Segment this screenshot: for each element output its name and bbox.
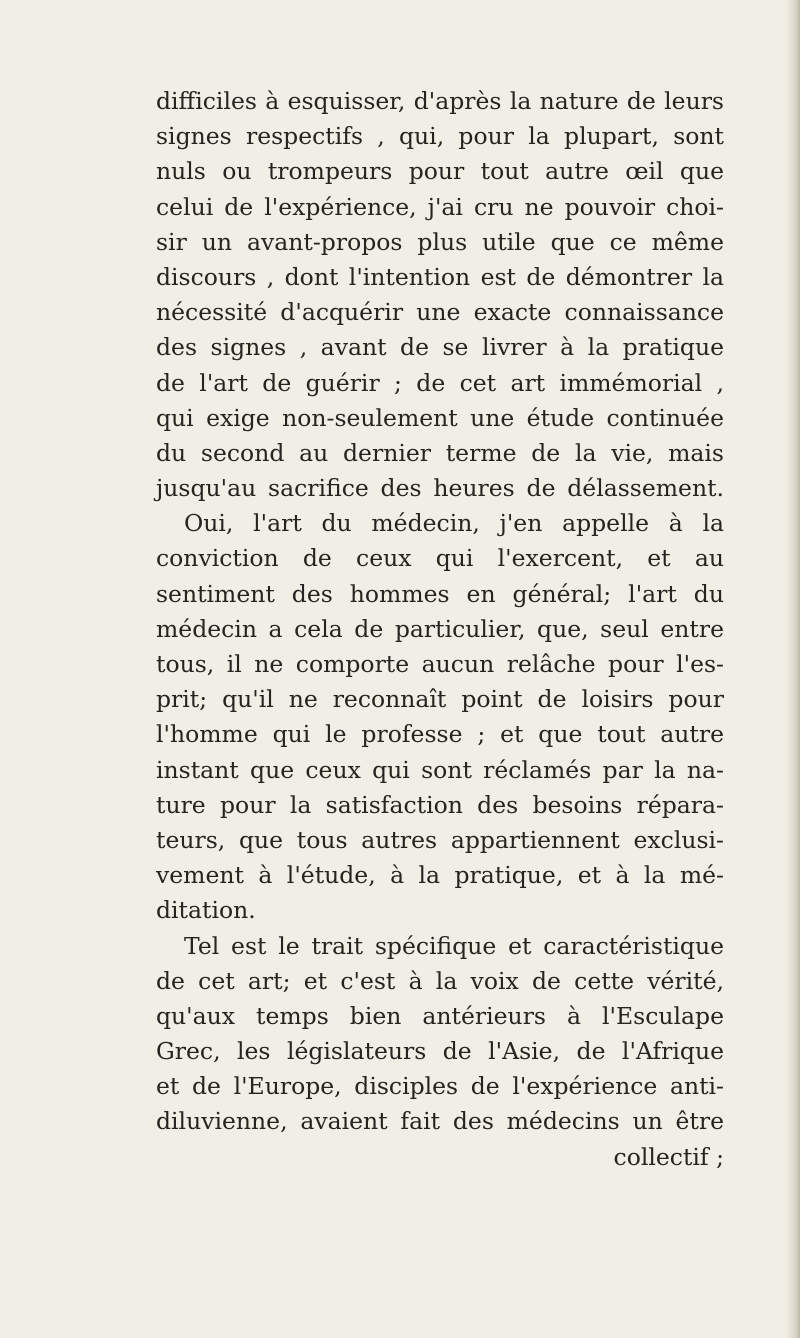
text-line: signes respectifs , qui, pour la plupart, sont [156, 122, 724, 151]
text-line: de cet art; et c'est à la voix de cette vérité, [156, 966, 724, 995]
text-line: de l'art de guérir ; de cet art immémorial , [156, 368, 724, 397]
text-line: ture pour la satisfaction des besoins répara- [156, 790, 724, 819]
text-line: qui exige non-seulement une étude continuée [156, 403, 724, 432]
text-line: sentiment des hommes en général; l'art du [156, 579, 724, 608]
text-line: et de l'Europe, disciples de l'expérience anti- [156, 1072, 724, 1101]
text-line: teurs, que tous autres appartiennent exclusi- [156, 825, 724, 854]
text-line: médecin a cela de particulier, que, seul entre [156, 614, 724, 643]
text-line: des signes , avant de se livrer à la pratique [156, 333, 724, 362]
text-line: jusqu'au sacrifice des heures de délassement. [156, 474, 724, 503]
text-line: celui de l'expérience, j'ai cru ne pouvoir choi- [156, 192, 724, 221]
text-line: prit; qu'il ne reconnaît point de loisirs pour [156, 685, 724, 714]
text-line: discours , dont l'intention est de démontrer la [156, 262, 724, 291]
paragraph-start-line: Tel est le trait spécifique et caractéristique [184, 931, 724, 960]
text-line: difficiles à esquisser, d'après la nature de leurs [156, 87, 724, 115]
text-line: vement à l'étude, à la pratique, et à la mé- [156, 861, 724, 890]
page-edge-shadow [786, 0, 800, 1338]
text-line: nécessité d'acquérir une exacte connaissance [156, 298, 724, 327]
text-line: l'homme qui le professe ; et que tout autre [156, 720, 724, 749]
text-line: instant que ceux qui sont réclamés par la na- [156, 755, 724, 784]
text-line: sir un avant-propos plus utile que ce même [156, 227, 724, 256]
text-line: nuls ou trompeurs pour tout autre œil que [156, 157, 724, 186]
catchword-line: collectif ; [613, 1142, 724, 1171]
text-line: tous, il ne comporte aucun relâche pour l'es- [156, 650, 724, 678]
paragraph-start-line: Oui, l'art du médecin, j'en appelle à la [184, 509, 724, 538]
paragraph-end-line: ditation. [156, 896, 256, 925]
text-line: du second au dernier terme de la vie, mais [156, 438, 724, 467]
text-line: diluvienne, avaient fait des médecins un être [156, 1107, 724, 1136]
text-line: conviction de ceux qui l'exercent, et au [156, 544, 724, 573]
text-line: Grec, les législateurs de l'Asie, de l'Afrique [156, 1037, 724, 1066]
text-line: qu'aux temps bien antérieurs à l'Esculape [156, 1001, 724, 1030]
page-text [156, 84, 724, 1175]
